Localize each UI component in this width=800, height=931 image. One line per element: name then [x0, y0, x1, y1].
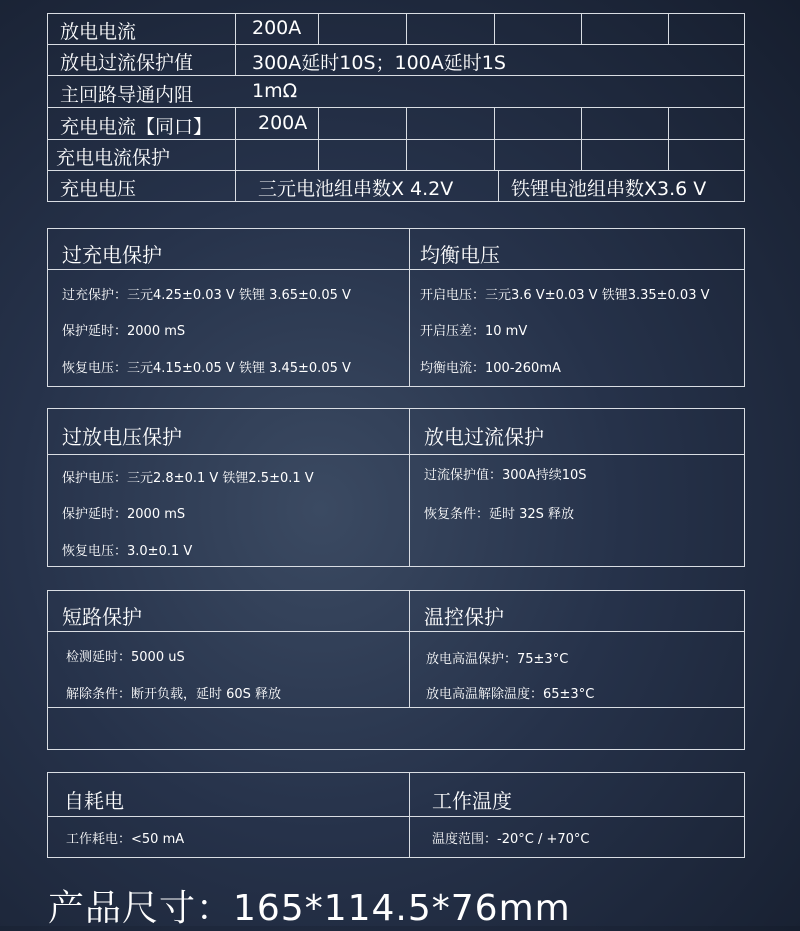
work-temp-title: 工作温度: [432, 789, 512, 813]
balance-line-3: 均衡电流：100-260mA: [420, 361, 561, 376]
row-value-resistance: 1mΩ: [252, 80, 298, 102]
row-label-charge-voltage: 充电电压: [60, 178, 137, 200]
section-overdischarge: [47, 408, 745, 567]
discharge-overcurrent-title: 放电过流保护: [424, 425, 544, 449]
section-power-consumption: [47, 772, 745, 858]
temp-protection-title: 温控保护: [424, 605, 504, 629]
overdischarge-line-2: 保护延时：2000 mS: [62, 507, 186, 522]
self-consumption-title: 自耗电: [64, 789, 124, 813]
overdischarge-title: 过放电压保护: [62, 425, 182, 449]
discharge-overcurrent-line-2: 恢复条件：延时 32S 释放: [424, 507, 575, 522]
overcharge-line-1: 过充保护：三元4.25±0.03 V 铁锂 3.65±0.05 V: [62, 288, 351, 303]
overdischarge-line-1: 保护电压：三元2.8±0.1 V 铁锂2.5±0.1 V: [62, 471, 314, 486]
overcharge-line-3: 恢复电压：三元4.15±0.05 V 铁锂 3.45±0.05 V: [62, 361, 351, 376]
row-value-charge-current: 200A: [258, 112, 308, 134]
row-value-overcurrent: 300A延时10S；100A延时1S: [252, 52, 506, 74]
spec-table: [47, 13, 745, 202]
short-circuit-title: 短路保护: [62, 605, 142, 629]
section-overcharge-balance: [47, 228, 745, 387]
row-label-charge-current: 充电电流【同口】: [60, 116, 213, 138]
row-label-charge-protection: 充电电流保护: [56, 147, 171, 169]
row-value-discharge-current: 200A: [252, 17, 302, 39]
self-consumption-line-1: 工作耗电：<50 mA: [66, 832, 185, 847]
row-label-overcurrent: 放电过流保护值: [60, 52, 194, 74]
overdischarge-line-3: 恢复电压：3.0±0.1 V: [62, 544, 193, 559]
balance-line-1: 开启电压：三元3.6 V±0.03 V 铁锂3.35±0.03 V: [420, 288, 710, 303]
row-value-charge-voltage-ternary: 三元电池组串数X 4.2V: [258, 178, 454, 200]
short-circuit-line-2: 解除条件：断开负载，延时 60S 释放: [66, 687, 282, 702]
short-circuit-line-1: 检测延时：5000 uS: [66, 650, 185, 665]
discharge-overcurrent-line-1: 过流保护值：300A持续10S: [424, 468, 587, 483]
row-label-discharge-current: 放电电流: [60, 21, 137, 43]
row-label-resistance: 主回路导通内阻: [60, 84, 194, 106]
overcharge-title: 过充电保护: [62, 243, 162, 267]
overcharge-line-2: 保护延时：2000 mS: [62, 324, 186, 339]
section-short-circuit-temp: [47, 590, 745, 750]
balance-line-2: 开启压差：10 mV: [420, 324, 528, 339]
temp-protection-line-1: 放电高温保护：75±3°C: [426, 652, 569, 667]
row-value-charge-voltage-lfp: 铁锂电池组串数X3.6 V: [511, 178, 707, 200]
work-temp-line-1: 温度范围：-20°C / +70°C: [432, 832, 590, 847]
product-size: 产品尺寸：165*114.5*76mm: [48, 888, 571, 929]
balance-title: 均衡电压: [420, 243, 500, 267]
temp-protection-line-2: 放电高温解除温度：65±3°C: [426, 687, 595, 702]
